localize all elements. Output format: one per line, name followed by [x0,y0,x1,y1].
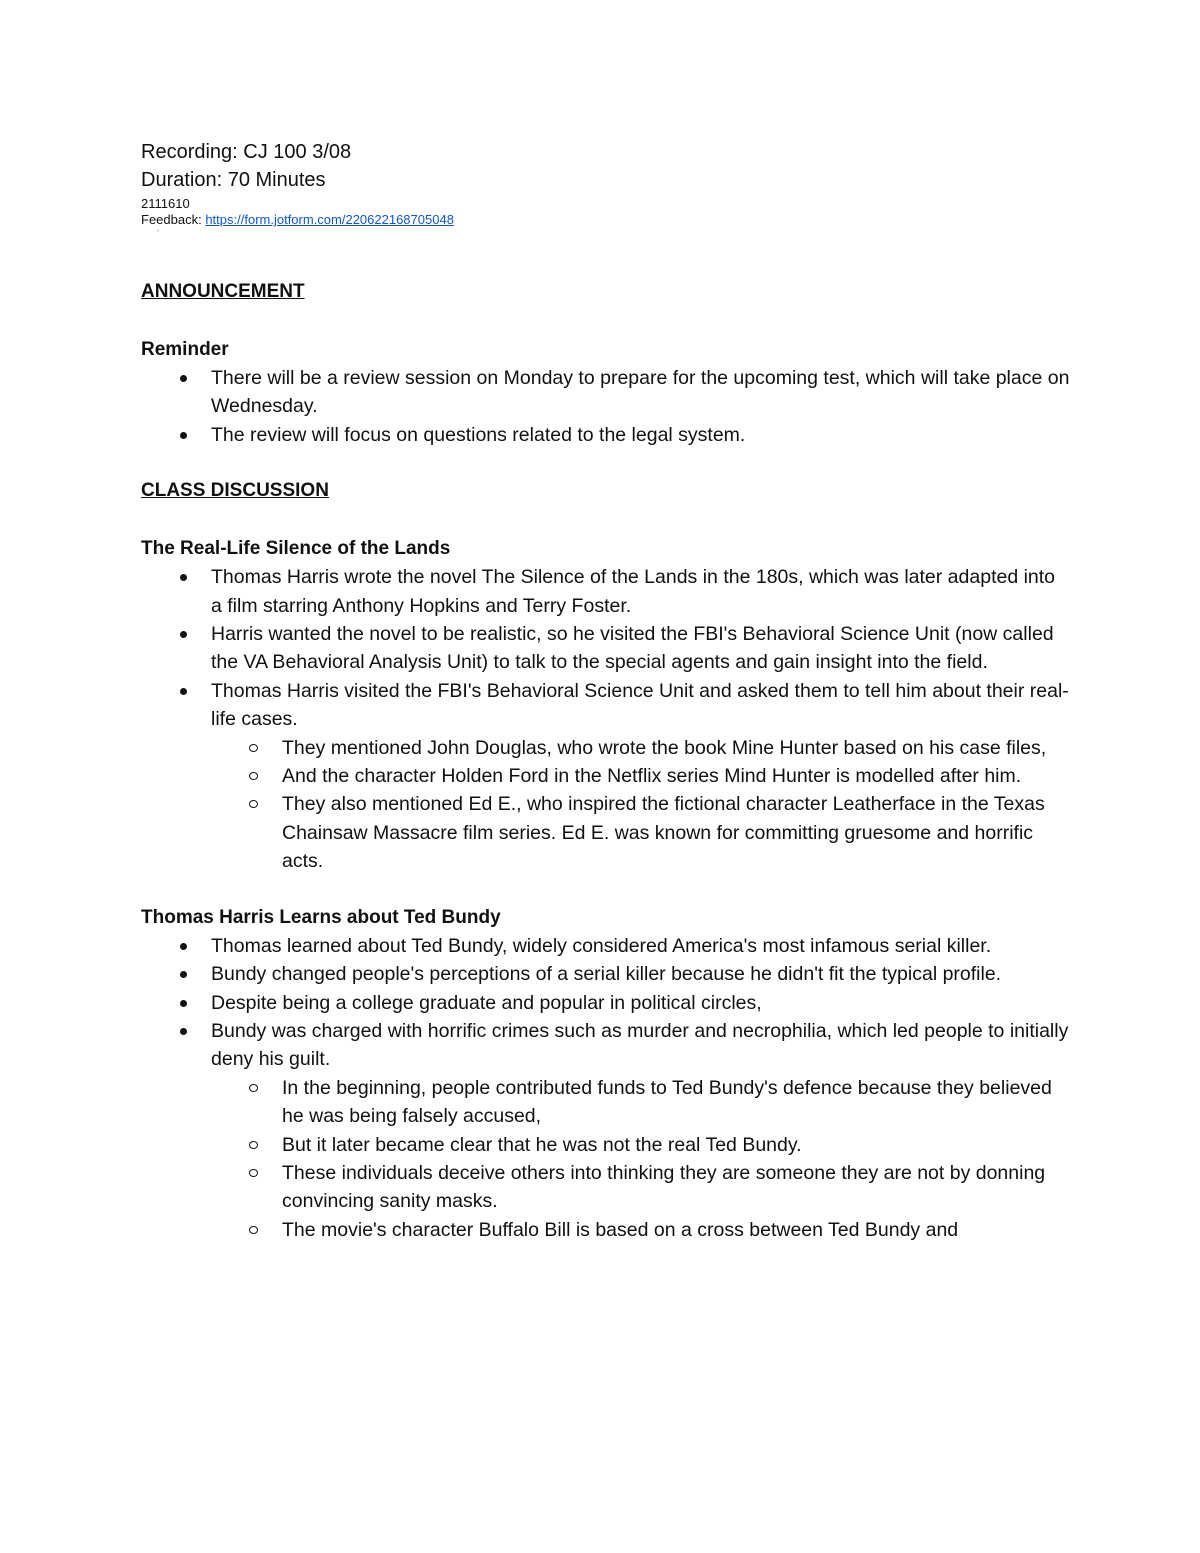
feedback-label: Feedback: [141,212,206,227]
list-item: Thomas Harris visited the FBI's Behavioral Science Unit and asked them to tell him about their real-life cases. [141,677,1071,734]
sub-list-item: They mentioned John Douglas, who wrote the book Mine Hunter based on his case files, [141,734,1071,762]
sub-list-item: The movie's character Buffalo Bill is based on a cross between Ted Bundy and [141,1216,1071,1244]
class-discussion-heading: CLASS DISCUSSION [141,480,329,502]
list-item: Thomas Harris wrote the novel The Silence of the Lands in the 180s, which was later adapted into a film starring Anthony Hopkins and Terry Foster. [141,563,1071,620]
list-item: Thomas learned about Ted Bundy, widely considered America's most infamous serial killer. [141,932,1071,960]
silence-heading: The Real-Life Silence of the Lands [141,538,451,560]
sub-list-item: In the beginning, people contributed funds to Ted Bundy's defence because they believed he was being falsely accused, [141,1074,1071,1131]
recording-line: Recording: CJ 100 3/08 [141,141,352,163]
bundy-heading: Thomas Harris Learns about Ted Bundy [141,906,501,928]
list-item: The review will focus on questions related to the legal system. [141,421,1071,449]
announcement-heading: ANNOUNCEMENT [141,281,305,302]
list-item: There will be a review session on Monday to prepare for the upcoming test, which will take place on Wednesday. [141,364,1071,421]
reminder-heading: Reminder [141,339,229,360]
list-item: Harris wanted the novel to be realistic, so he visited the FBI's Behavioral Science Unit (now called the VA Behavioral Analysis Unit) to talk to the special agents and gain insight into the field. [141,620,1071,677]
silence-list [141,563,1071,875]
code-line: 2111610 [141,196,190,211]
sub-list-item: But it later became clear that he was not the real Ted Bundy. [141,1131,1071,1159]
feedback-link[interactable]: https://form.jotform.com/220622168705048 [205,212,454,227]
tick-mark: ' [157,228,159,238]
list-item: Bundy was charged with horrific crimes such as murder and necrophilia, which led people to initially deny his guilt. [141,1017,1071,1074]
list-item: Bundy changed people's perceptions of a serial killer because he didn't fit the typical profile. [141,960,1071,988]
duration-line: Duration: 70 Minutes [141,169,326,191]
document-page [141,138,1071,1244]
sub-list-item: These individuals deceive others into thinking they are someone they are not by donning convincing sanity masks. [141,1159,1071,1216]
sub-list-item: They also mentioned Ed E., who inspired the fictional character Leatherface in the Texas Chainsaw Massacre film series. Ed E. was known for committing gruesome and horrific acts. [141,790,1071,875]
bundy-list [141,932,1071,1244]
list-item: Despite being a college graduate and popular in political circles, [141,989,1071,1017]
feedback-line [141,212,1071,228]
reminder-list [141,364,1071,449]
sub-list-item: And the character Holden Ford in the Netflix series Mind Hunter is modelled after him. [141,762,1071,790]
